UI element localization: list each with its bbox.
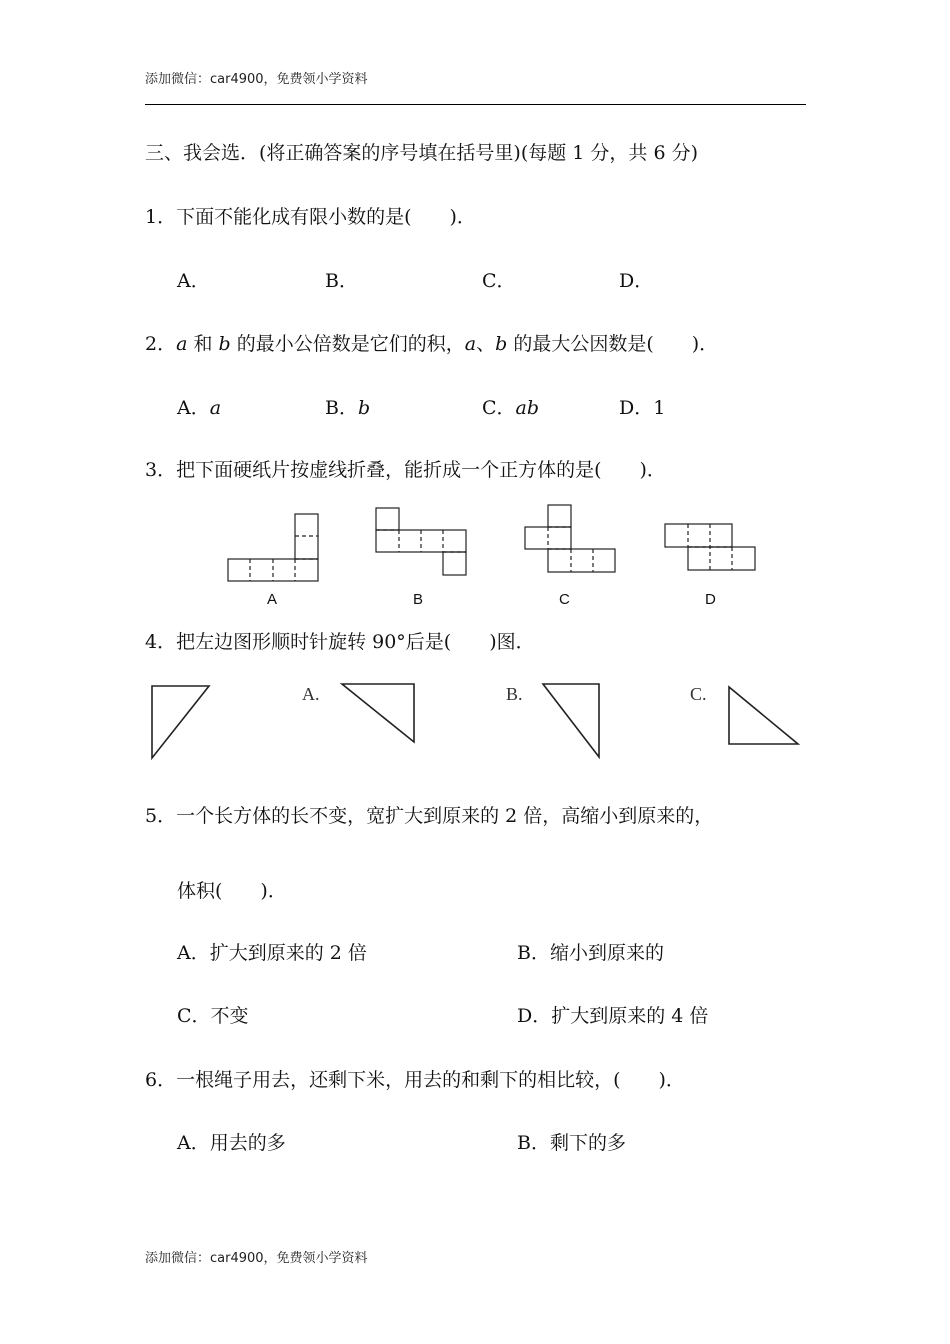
q5-option-c: C．不变	[177, 1005, 249, 1027]
triangle-option-b-label: B.	[506, 684, 523, 704]
q1-option-b: B．	[325, 270, 358, 292]
section-title: 三、我会选．(将正确答案的序号填在括号里)(每题 1 分，共 6 分)	[145, 142, 698, 164]
q2-text-2: 的最小公倍数是它们的积，	[236, 333, 465, 355]
question-4-stem: 4．把左边图形顺时针旋转 90°后是( )图．	[145, 631, 535, 653]
q2-option-a-label: A．	[177, 397, 210, 419]
triangle-option-a	[342, 684, 414, 742]
q2-option-a-value: a	[209, 397, 222, 419]
cube-net-d-label: D	[705, 591, 716, 608]
q2-text-1: 和	[193, 333, 213, 355]
q2-option-c-value: ab	[515, 397, 540, 419]
page-footer: 添加微信：car4900，免费领小学资料	[145, 1251, 368, 1266]
question-6-stem: 6．一根绳子用去，还剩下米，用去的和剩下的相比较，( )．	[145, 1069, 685, 1091]
triangle-option-a-label: A.	[302, 684, 320, 704]
q2-option-b-value: b	[357, 397, 371, 419]
q2-var-b: b	[218, 333, 231, 355]
q2-text-3: 、	[476, 333, 496, 355]
q2-option-c-label: C．	[482, 397, 516, 419]
cube-net-b-label: B	[413, 591, 424, 608]
q2-option-d-value: 1	[653, 397, 666, 419]
question-5-stem: 5．一个长方体的长不变，宽扩大到原来的 2 倍，高缩小到原来的，	[145, 805, 714, 827]
q2-text-4: 的最大公因数是( )．	[513, 333, 719, 355]
q1-option-d: D．	[619, 270, 654, 292]
cube-net-a-label: A	[267, 591, 278, 608]
question-3-stem: 3．把下面硬纸片按虚线折叠，能折成一个正方体的是( )．	[145, 459, 666, 481]
triangle-option-c	[729, 687, 798, 744]
cube-net-c-label: C	[559, 591, 570, 608]
q2-var-a: a	[176, 333, 188, 355]
original-triangle	[152, 686, 209, 758]
question-5-stem-continued: 体积( )．	[177, 880, 287, 902]
q2-option-b-label: B．	[325, 397, 358, 419]
q1-option-c: C．	[482, 270, 516, 292]
question-1-stem: 1．下面不能化成有限小数的是( )．	[145, 206, 476, 228]
q2-number: 2．	[145, 333, 177, 355]
q2-var-b2: b	[495, 333, 508, 355]
triangle-option-b	[543, 684, 599, 757]
q6-option-a: A．用去的多	[177, 1132, 286, 1154]
q6-option-b: B．剩下的多	[517, 1132, 626, 1154]
q1-option-a: A．	[177, 270, 210, 292]
q2-var-a2: a	[464, 333, 477, 355]
q5-option-a: A．扩大到原来的 2 倍	[177, 942, 367, 964]
triangle-option-c-label: C.	[690, 684, 707, 704]
q5-option-b: B．缩小到原来的	[517, 942, 664, 964]
q2-option-d-label: D．	[619, 397, 654, 419]
q5-option-d: D．扩大到原来的 4 倍	[517, 1005, 709, 1027]
page-header: 添加微信：car4900，免费领小学资料	[145, 72, 368, 87]
